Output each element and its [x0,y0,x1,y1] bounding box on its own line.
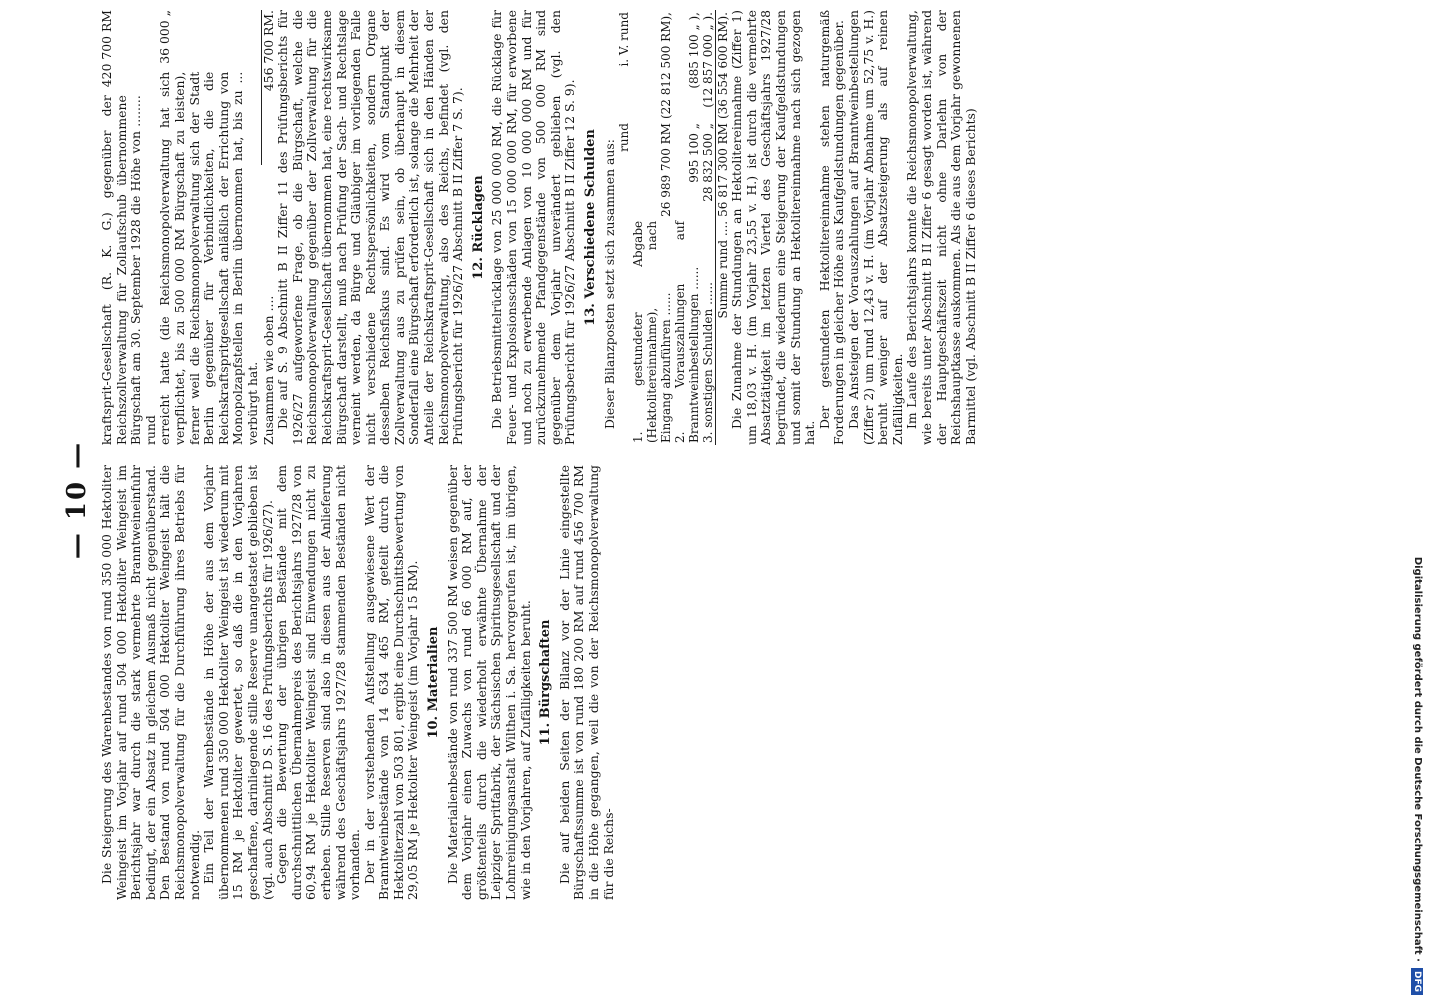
table-row [631,10,673,445]
column-header: i. V. rund [617,12,632,67]
paragraph: Der in der vorstehenden Aufstellung ausgewiesene Wert der Branntweinbestände von 14 634 465 RM, geteilt durch die Hektoliterzahl von 503 801, ergibt eine Durchschnittsbewertung von 29,05 RM je Hektoliter Weingeist (im Vorjahr 15 RM). [361,465,421,900]
row-prev: (885 100 „ ), [687,12,702,89]
digitization-credit [1402,5,1432,995]
row-label: 1. gestundeter Abgabe (Hektolitereinnahme), nach Eingang abzuführen ...... [631,220,674,443]
guarantee-text: erreicht hatte (die Reichsmonopolverwaltung hat sich verpflichtet, bis zu 500 000 RM Bürgschaft zu leisten), ferner weil die Reichsmonopolverwaltung sich der Stadt Berlin gegenüber für Verbindlichkeiten, die die Reichskraftspritgesellschaft anläßlich der Errichtung von Monopolzapfstellen in Berlin übernommen hat, bis zu ... verbürgt hat. [157,71,260,445]
paragraph: Im Laufe des Berichtsjahrs konnte die Reichsmonopolverwaltung, wie bereits unter Abschnitt B II Ziffer 6 gesagt worden ist, während der Hauptgeschäftszeit nicht ohne Darlehn von der Reichshauptkasse auskommen. Als die aus dem Vorjahr gewonnenen Barmittel (vgl. Abschnitt B II Ziffer 6 dieses Berichts) [904,10,978,445]
paragraph: Ein Teil der Warenbestände in Höhe der aus dem Vorjahr übernommenen rund 350 000 Hektoliter Weingeist ist wiederum mit 15 RM je Hektoliter gewertet, so daß die in den Vorjahren geschaffene, darinliegende stille Reserve unangetastet geblieben ist (vgl. auch Abschnitt D S. 16 des Prüfungsberichts für 1926/27). [201,465,275,900]
paragraph: Die Steigerung des Warenbestandes von rund 350 000 Hektoliter Weingeist im Vorjahr auf rund 504 000 Hektoliter Weingeist im Berichtsjahr war durch die stark vermehrte Branntweineinfuhr bedingt, der ein Absatz in gleichem Ausmaß nicht gegenüberstand. Den Bestand von rund 504 000 Hektoliter Weingeist hält die Reichsmonopolverwaltung für die Durchführung ihres Betriebs für notwendig. [99,465,202,900]
table-header-row [617,10,631,445]
row-amount: 995 100 „ [687,123,702,183]
total-amount: 456 700 RM. [260,10,276,92]
paragraph: Die Materialienbestände von rund 337 500 RM weisen gegenüber dem Vorjahr einen Zuwachs von rund 66 000 RM auf, der größtenteils durch die wiederholt erwähnte Übernahme der Leipziger Spritfabrik, der Sächsischen Spiritusgesellschaft und der Lohnreinigungsanstalt Wilthen i. Sa. hervorgerufen ist, im übrigen, wie in den Vorjahren, auf Zufälligkeiten beruht. [444,465,533,900]
row-prev: (22 812 500 RM), [659,12,674,120]
paragraph: Dieser Bilanzposten setzt sich zusammen aus: [601,139,617,429]
sum-amount: 56 817 300 RM [716,123,731,217]
guarantee-entry-2 [158,10,260,445]
guarantee-amount: 36 000 „ [157,10,173,64]
section-heading-buergschaften: 11. Bürgschaften [538,619,554,746]
paragraph: Die auf beiden Seiten der Bilanz vor der Linie eingestellte Bürgschaftssumme ist von rund 180 200 RM auf rund 456 700 RM in die Höhe gegangen, weil die von der Reichsmonopolverwaltung für die Reichs- [556,465,616,900]
guarantee-text: kraftsprit-Gesellschaft (R. K. G.) gegenüber der Reichszollverwaltung für Zollaufschub übernommene Bürgschaft am 30. September 1928 die Höhe von ........ rund [99,95,158,445]
row-label: 2. Vorauszahlungen auf Branntweinbestellungen ...... [673,220,702,443]
row-label: 3. sonstigen Schulden ...... [701,282,716,443]
section-heading-ruecklagen: 12. Rücklagen [470,175,486,280]
guarantee-amount: 420 700 RM [99,10,114,88]
dfg-logo: DFG [1411,968,1423,995]
section-heading-materialien: 10. Materialien [426,626,442,739]
paragraph: Der gestundeten Hektolitereinnahme stehen naturgemäß Forderungen in gleicher Höhe aus Kaufgeldstundungen gegenüber. [816,10,847,445]
table-row [701,10,716,445]
total-label: Zusammen wie oben .... [260,295,276,445]
paragraph: Die Betriebsmittelrücklage von 25 000 000 RM, die Rücklage für Feuer- und Explosionsschäden von 15 000 000 RM, für erworbene und noch zu erwerbende Anlagen von 10 000 000 RM und für zurückzunehmende Pfandgegenstände von 500 000 RM sind gegenüber dem Vorjahr unverändert geblieben (vgl. den Prüfungsbericht für 1926/27 Abschnitt B II Ziffer 12 S. 9). [489,10,578,445]
page-number: — 10 — [62,440,92,560]
balance-table [617,10,730,445]
sum-prev: (36 554 600 RM). [716,12,731,120]
paragraph: Gegen die Bewertung der übrigen Bestände mit dem durchschnittlichen Übernahmepreis des Berichtsjahrs 1927/28 von 60,94 RM je Hektoliter Weingeist sind Einwendungen nicht zu erheben. Stille Reserven sind also in diesen aus der Anlieferung während des Geschäftsjahrs 1927/28 stammenden Beständen nicht vorhanden. [274,465,363,900]
paragraph: Die auf S. 9 Abschnitt B II Ziffer 11 des Prüfungsberichts für 1926/27 aufgeworfene Frage, ob die Bürgschaft, welche die Reichsmonopolverwaltung gegenüber der Zollverwaltung für die Reichskraftsprit-Gesellschaft übernommen hat, eine rechtswirksame Bürgschaft darstellt, muß nach Prüfung der Sach- und Rechtslage verneint werden, da Bürge und Gläubiger im vorliegenden Falle nicht verschiedene Rechtspersönlichkeiten, sondern Organe desselben Reichsfiskus sind. Es wird vom Standpunkt der Zollverwaltung aus zu prüfen sein, ob überhaupt in diesem Sonderfall eine Bürgschaft erforderlich ist, solange die Mehrheit der Anteile der Reichskraftsprit-Gesellschaft sich in den Händen der Reichsmonopolverwaltung, also des Reichs, befindet (vgl. den Prüfungsbericht für 1926/27 Abschnitt B II Ziffer 7 S. 7). [275,10,466,445]
paragraph: Die Zunahme der Stundungen an Hektolitereinnahme (Ziffer 1) um 18,03 v. H. (im Vorjahr 23,55 v. H.) ist durch die vermehrte Absatztätigkeit im letzten Viertel des Geschäftsjahrs 1927/28 begründet, die wiederum eine Steigerung der Kaufgeldstundungen und somit der Stundung an Hektolitereinnahme nach sich gezogen hat. [729,10,818,445]
row-amount: 28 832 500 „ [701,123,716,202]
row-prev: (12 857 000 „ ). [701,12,716,108]
left-column [100,465,616,900]
paragraph: Das Ansteigen der Vorauszahlungen auf Branntweinbestellungen (Ziffer 2) um rund 12,43 v. H. (im Vorjahr Abnahme um 52,75 v. H.) beruht weniger auf der Absatzsteigerung als auf reinen Zufälligkeiten. [845,10,905,445]
sum-label: Summe rund .... [716,219,731,445]
column-header: rund [617,123,632,152]
table-sum-row [716,10,731,445]
guarantee-total [262,10,277,445]
digitization-credit-text: Digitalisierung gefördert durch die Deutsche Forschungsgemeinschaft ·DFG [1402,5,1432,995]
table-row [673,10,701,445]
guarantee-entry-1 [100,10,158,445]
right-column [100,10,978,445]
section-heading-verschiedene-schulden: 13. Verschiedene Schulden [583,129,598,326]
row-amount: 26 989 700 RM [659,123,674,217]
